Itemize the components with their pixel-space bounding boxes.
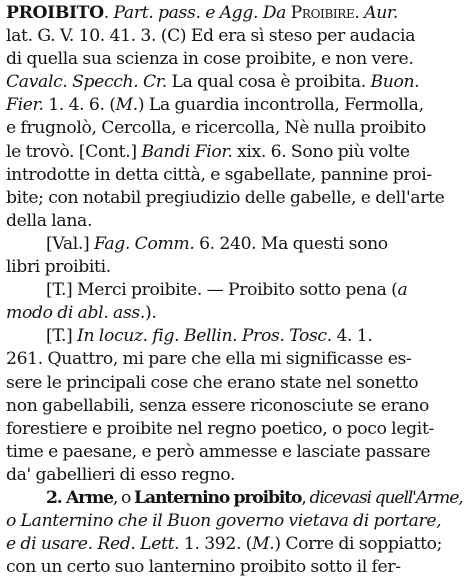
text-line — [6, 372, 466, 395]
text-line — [6, 2, 466, 25]
text-line — [6, 71, 466, 94]
text-line — [6, 395, 466, 418]
text-segment: le trovò. [Cont.] — [6, 141, 142, 162]
text-segment: . — [354, 3, 365, 23]
dictionary-entry-proibito — [6, 2, 466, 579]
text-segment: della lana. — [6, 210, 93, 231]
text-segment: Fag. Comm. — [93, 233, 195, 254]
text-segment: La qual cosa è proibita. — [166, 72, 371, 93]
text-line — [6, 210, 466, 233]
text-segment: bite; con notabil pregiudizio delle gabelle, e dell'arte — [6, 187, 445, 208]
text-line — [6, 25, 466, 48]
text-line — [6, 141, 466, 164]
text-segment: xix. 6. Sono più volte — [232, 141, 410, 162]
text-segment: 1. 392. ( — [179, 534, 253, 555]
text-segment: Proibire — [290, 3, 355, 23]
text-segment: a — [397, 280, 408, 301]
text-line — [6, 441, 466, 464]
text-segment: M. — [252, 534, 275, 555]
text-segment: Buon. — [370, 72, 420, 93]
text-line — [6, 348, 466, 371]
text-segment: non gabellabili, senza essere riconosciute se erano — [6, 395, 430, 416]
text-segment: lat. G. V. 10. 41. 3. (C) Ed era sì steso per audacia — [6, 26, 416, 47]
text-segment: [Val.] — [46, 233, 94, 254]
text-segment: forestiere e proibite nel regno poetico, o poco legit- — [6, 418, 434, 439]
text-line — [6, 464, 466, 487]
text-segment: In locuz. fig. Bellin. Pros. Tosc. — [77, 326, 332, 347]
text-line — [6, 556, 466, 579]
text-line — [6, 325, 466, 348]
text-line — [6, 533, 466, 556]
text-segment: Aur. — [364, 3, 399, 23]
text-segment: Lanternino proibito — [134, 487, 302, 508]
text-line — [6, 164, 466, 187]
text-segment: e frugnolò, Cercolla, e ricercolla, Nè nulla proibito — [6, 118, 426, 139]
text-segment: Part. pass. e Agg. Da — [113, 3, 291, 23]
text-segment: ) La guardia incontrolla, Fermolla, — [137, 95, 424, 116]
text-segment: Bandi Fior. — [141, 141, 233, 162]
text-line — [6, 510, 466, 533]
text-segment: M. — [115, 95, 138, 116]
text-line — [6, 233, 466, 256]
text-segment: 6. 240. Ma questi sono — [194, 233, 388, 254]
text-segment: dicevasi quell'Arme, — [309, 487, 463, 508]
text-segment: 2. Arme — [46, 487, 113, 508]
text-segment: 261. Quattro, mi pare che ella mi significasse es- — [6, 349, 412, 370]
text-segment: libri proibiti. — [6, 257, 111, 278]
text-line — [6, 302, 466, 325]
text-segment: ). — [145, 303, 157, 324]
text-line — [6, 256, 466, 279]
text-segment: sere le principali cose che erano state nel sonetto — [6, 372, 419, 393]
text-segment: 4. 1. — [331, 326, 373, 347]
text-segment: [T.] — [46, 326, 78, 347]
text-line — [6, 48, 466, 71]
text-line — [6, 117, 466, 140]
text-segment: modo di abl. ass. — [6, 303, 145, 324]
text-segment: Fier. — [6, 95, 44, 116]
text-segment: [T.] Merci proibite. — Proibito sotto pena ( — [46, 280, 398, 301]
text-line — [6, 279, 466, 302]
text-segment: con un certo suo lanternino proibito sotto il fer- — [6, 557, 401, 578]
headword: PROIBITO — [6, 3, 104, 23]
text-segment: introdotte in detta città, e sgabellate, pannine proi- — [6, 164, 432, 185]
text-segment: o Lanternino che il Buon governo vietava di portare, — [6, 511, 442, 532]
text-segment: 1. 4. 6. ( — [43, 95, 116, 116]
text-segment: , o — [112, 487, 135, 508]
text-segment: ) Corre di soppiatto; — [274, 534, 443, 555]
text-line — [6, 418, 466, 441]
text-segment: e di usare. Red. Lett. — [6, 534, 180, 555]
text-line — [6, 94, 466, 117]
text-segment: . — [103, 3, 114, 23]
text-segment: Cavalc. Specch. Cr. — [6, 72, 167, 93]
text-line — [6, 187, 466, 210]
text-segment: , — [301, 487, 310, 508]
text-segment: da' gabellieri di esso regno. — [6, 464, 236, 485]
text-segment: time e paesane, e però ammesse e lasciate passare — [6, 441, 431, 462]
text-line — [6, 487, 466, 510]
text-segment: di quella sua scienza in cose proibite, e non vere. — [6, 49, 414, 70]
